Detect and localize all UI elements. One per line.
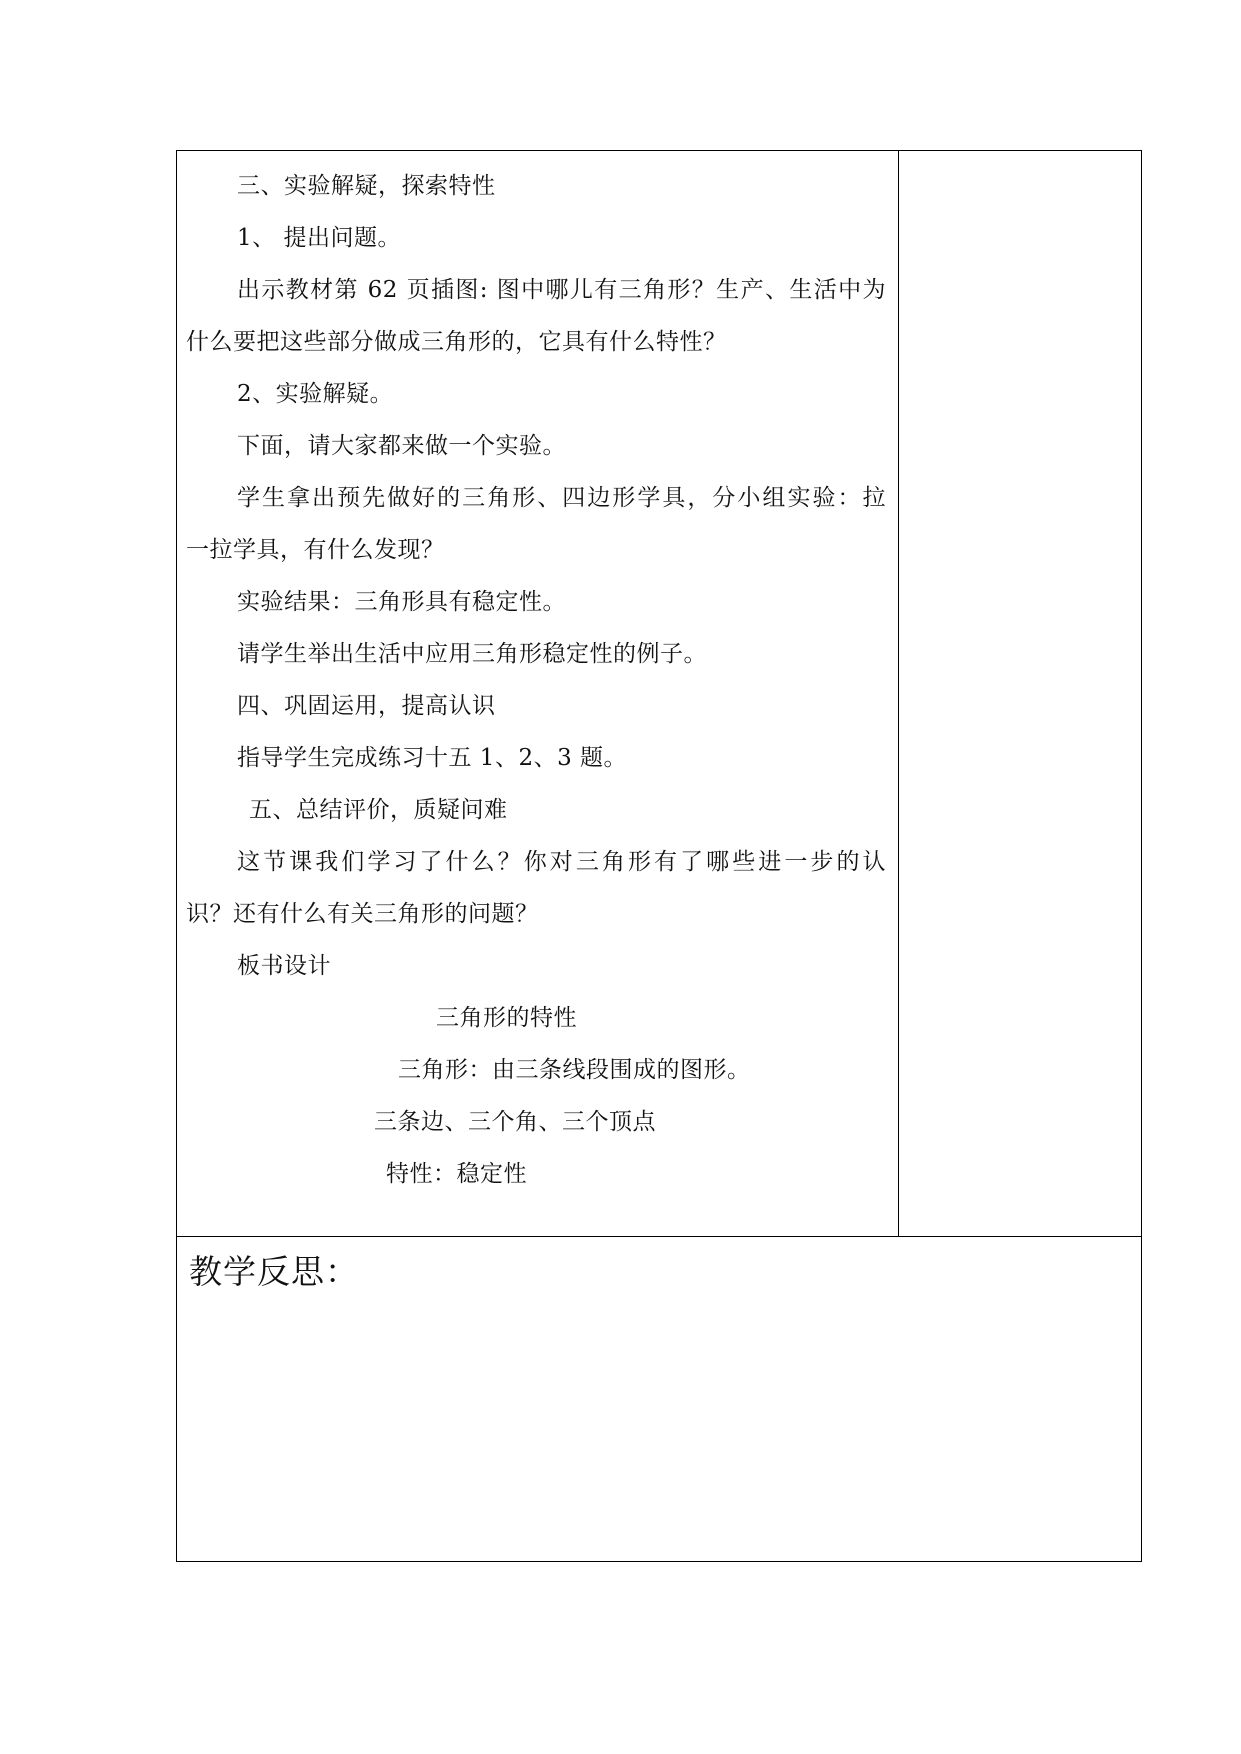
table-row-divider bbox=[176, 1236, 1142, 1237]
paragraph-1-line-2: 什么要把这些部分做成三角形的，它具有什么特性？ bbox=[186, 329, 727, 355]
paragraph-3-line-2: 一拉学具，有什么发现？ bbox=[186, 537, 445, 563]
paragraph-1-line-1: 出示教材第 62 页插图: 图中哪儿有三角形？生产、生活中为 bbox=[237, 277, 886, 303]
section-5-heading: 五、总结评价，质疑问难 bbox=[249, 797, 508, 823]
example-prompt: 请学生举出生活中应用三角形稳定性的例子。 bbox=[237, 641, 707, 667]
experiment-result: 实验结果：三角形具有稳定性。 bbox=[237, 589, 566, 615]
section-3-heading: 三、实验解疑，探索特性 bbox=[237, 173, 496, 199]
step-2: 2、实验解疑。 bbox=[237, 381, 394, 407]
board-title: 三角形的特性 bbox=[436, 1005, 577, 1031]
section-5-text-line-2: 识？还有什么有关三角形的问题？ bbox=[186, 901, 539, 927]
paragraph-2: 下面，请大家都来做一个实验。 bbox=[237, 433, 566, 459]
section-4-heading: 四、巩固运用，提高认识 bbox=[237, 693, 496, 719]
board-definition: 三角形：由三条线段围成的图形。 bbox=[398, 1057, 751, 1083]
board-parts: 三条边、三个角、三个顶点 bbox=[374, 1109, 656, 1135]
board-design-label: 板书设计 bbox=[237, 953, 331, 979]
table-column-divider bbox=[898, 150, 899, 1237]
section-5-text-line-1: 这节课我们学习了什么？你对三角形有了哪些进一步的认 bbox=[237, 849, 886, 875]
board-property: 特性：稳定性 bbox=[386, 1161, 527, 1187]
section-4-text: 指导学生完成练习十五 1、2、3 题。 bbox=[237, 745, 628, 771]
reflection-title: 教学反思： bbox=[189, 1252, 359, 1291]
paragraph-3-line-1: 学生拿出预先做好的三角形、四边形学具，分小组实验：拉 bbox=[237, 485, 886, 511]
step-1: 1、 提出问题。 bbox=[237, 225, 401, 251]
